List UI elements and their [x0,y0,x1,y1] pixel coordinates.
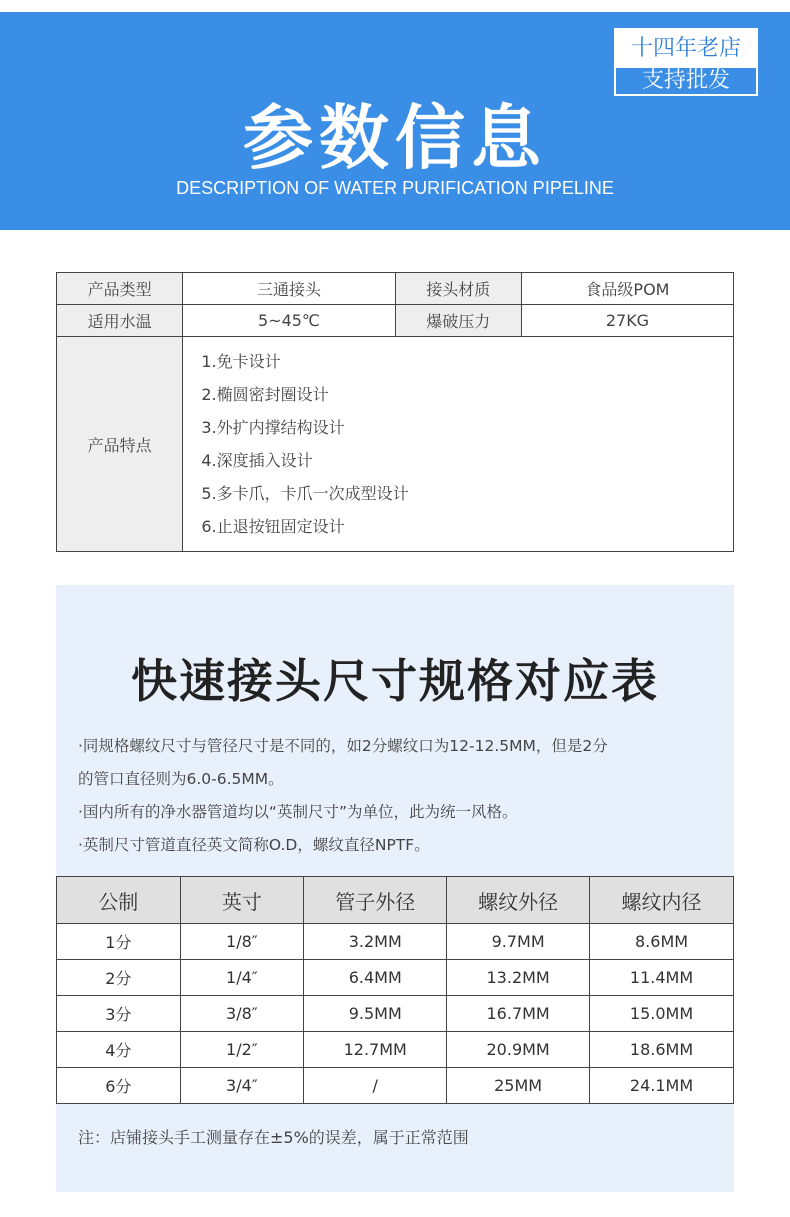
table-cell: 1/8″ [180,924,304,960]
badge-top-text: 十四年老店 [616,30,756,68]
feature-item: 6.止退按钮固定设计 [201,517,345,536]
table-cell: 9.5MM [304,996,447,1032]
column-header: 螺纹外径 [447,877,590,924]
material-value: 食品级POM [521,273,733,305]
page-title: 参数信息 [243,97,547,179]
table-cell: 3/4″ [180,1068,304,1104]
table-header-row [57,877,734,924]
product-type-label: 产品类型 [57,273,183,305]
temperature-label: 适用水温 [57,305,183,337]
column-header: 公制 [57,877,181,924]
column-header: 管子外径 [304,877,447,924]
table-cell: 4分 [57,1032,181,1068]
table-row [57,996,734,1032]
table-cell: 8.6MM [590,924,734,960]
feature-item: 4.深度插入设计 [201,451,313,470]
table-cell: 9.7MM [447,924,590,960]
table-cell: 6.4MM [304,960,447,996]
table-cell: 25MM [447,1068,590,1104]
feature-item: 1.免卡设计 [201,352,281,371]
feature-item: 5.多卡爪，卡爪一次成型设计 [201,484,409,503]
table-row [57,273,734,305]
table-cell: 20.9MM [447,1032,590,1068]
table-cell: 18.6MM [590,1032,734,1068]
footnote: 注：店铺接头手工测量存在±5%的误差，属于正常范围 [78,1128,469,1147]
table-row [57,1032,734,1068]
page-subtitle: DESCRIPTION OF WATER PURIFICATION PIPELINE [176,178,614,198]
spec-title: 快速接头尺寸规格对应表 [131,654,659,708]
material-label: 接头材质 [395,273,521,305]
product-type-value: 三通接头 [183,273,395,305]
table-cell: 12.7MM [304,1032,447,1068]
feature-item: 3.外扩内撑结构设计 [201,418,345,437]
note-line: ·英制尺寸管道直径英文简称O.D，螺纹直径NPTF。 [78,836,430,854]
feature-item: 2.椭圆密封圈设计 [201,385,329,404]
size-spec-panel [56,585,734,1192]
table-cell: 13.2MM [447,960,590,996]
note-line: ·同规格螺纹尺寸与管径尺寸是不同的，如2分螺纹口为12-12.5MM，但是2分 [78,737,608,755]
table-cell: 11.4MM [590,960,734,996]
table-row [57,924,734,960]
table-cell: 6分 [57,1068,181,1104]
header-banner [0,12,790,230]
features-label: 产品特点 [57,337,183,552]
table-cell: 16.7MM [447,996,590,1032]
table-cell: 3分 [57,996,181,1032]
table-cell: 2分 [57,960,181,996]
features-list [183,337,734,552]
note-line: 的管口直径则为6.0-6.5MM。 [78,770,284,788]
table-cell: 1/2″ [180,1032,304,1068]
table-cell: 3/8″ [180,996,304,1032]
temperature-value: 5~45℃ [183,305,395,337]
table-cell: 1/4″ [180,960,304,996]
burst-pressure-label: 爆破压力 [395,305,521,337]
table-row [57,337,734,552]
table-cell: / [304,1068,447,1104]
table-row [57,1068,734,1104]
badge-bottom-text: 支持批发 [641,68,730,93]
spec-notes [78,730,718,862]
parameter-table [56,272,734,552]
table-row [57,960,734,996]
note-line: ·国内所有的净水器管道均以“英制尺寸”为单位，此为统一风格。 [78,803,518,821]
column-header: 螺纹内径 [590,877,734,924]
table-cell: 15.0MM [590,996,734,1032]
table-cell: 1分 [57,924,181,960]
table-cell: 3.2MM [304,924,447,960]
burst-pressure-value: 27KG [521,305,733,337]
table-row [57,305,734,337]
table-cell: 24.1MM [590,1068,734,1104]
size-table [56,876,734,1104]
column-header: 英寸 [180,877,304,924]
